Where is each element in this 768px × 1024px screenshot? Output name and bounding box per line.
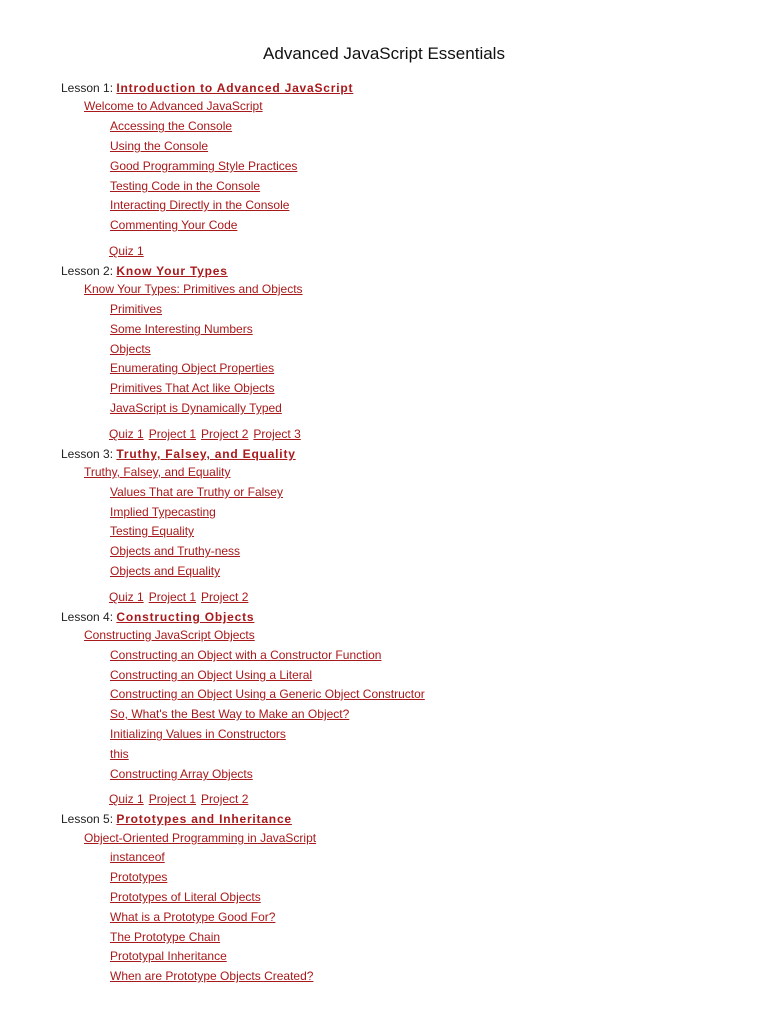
topic-link[interactable]: Values That are Truthy or Falsey — [110, 485, 283, 499]
section-link[interactable]: Truthy, Falsey, and Equality — [84, 465, 231, 479]
topic-row — [110, 869, 167, 885]
section-row — [84, 627, 255, 643]
assessment-link[interactable]: Quiz 1 — [109, 244, 144, 258]
topic-row — [110, 301, 162, 317]
topic-link[interactable]: Constructing an Object Using a Literal — [110, 668, 313, 682]
topic-link[interactable]: Constructing an Object Using a Generic Object Constructor — [110, 687, 425, 701]
assessment-link[interactable]: Quiz 1 — [109, 427, 144, 441]
topic-row — [110, 484, 283, 500]
topic-row — [110, 321, 253, 337]
topic-link[interactable]: Good Programming Style Practices — [110, 159, 298, 173]
topic-link[interactable]: Primitives — [110, 302, 163, 316]
topic-row — [110, 217, 237, 233]
assessment-link[interactable]: Quiz 1 — [109, 590, 144, 604]
topic-row — [110, 968, 313, 984]
topic-row — [110, 849, 165, 865]
topic-row — [110, 138, 208, 154]
topic-link[interactable]: So, What's the Best Way to Make an Object? — [110, 707, 350, 721]
topic-row — [110, 726, 286, 742]
topic-link[interactable]: Objects and Truthy-ness — [110, 544, 241, 558]
topic-link[interactable]: Initializing Values in Constructors — [110, 727, 286, 741]
topic-link[interactable]: The Prototype Chain — [110, 930, 221, 944]
topic-link[interactable]: Accessing the Console — [110, 119, 233, 133]
section-row — [84, 281, 303, 297]
topic-link[interactable]: Prototypes — [110, 870, 168, 884]
topic-row — [110, 909, 275, 925]
topic-row — [110, 523, 194, 539]
assessment-row — [109, 243, 149, 259]
topic-row — [110, 543, 240, 559]
lesson-number: Lesson 3: — [61, 447, 114, 461]
topic-row — [110, 929, 220, 945]
topic-row — [110, 178, 260, 194]
topic-link[interactable]: What is a Prototype Good For? — [110, 910, 276, 924]
assessment-link[interactable]: Project 3 — [253, 427, 301, 441]
topic-link[interactable]: Testing Equality — [110, 524, 195, 538]
lesson-title-link[interactable]: Constructing Objects — [116, 610, 255, 624]
section-row — [84, 830, 316, 846]
lesson-title-link[interactable]: Truthy, Falsey, and Equality — [116, 447, 296, 461]
topic-row — [110, 667, 312, 683]
topic-row — [110, 197, 289, 213]
topic-link[interactable]: Commenting Your Code — [110, 218, 238, 232]
topic-link[interactable]: Objects — [110, 342, 151, 356]
assessment-row — [109, 791, 253, 807]
topic-row — [110, 400, 282, 416]
topic-link[interactable]: Constructing Array Objects — [110, 767, 253, 781]
topic-row — [110, 889, 261, 905]
assessment-link[interactable]: Project 1 — [148, 792, 197, 806]
topic-row — [110, 341, 151, 357]
assessment-link[interactable]: Project 1 — [148, 427, 197, 441]
topic-link[interactable]: Prototypes of Literal Objects — [110, 890, 261, 904]
section-row — [84, 98, 263, 114]
lesson-heading — [61, 609, 254, 625]
lesson-heading — [61, 80, 353, 96]
lesson-number: Lesson 2: — [61, 264, 114, 278]
topic-link[interactable]: Interacting Directly in the Console — [110, 198, 290, 212]
topic-link[interactable]: JavaScript is Dynamically Typed — [110, 401, 282, 415]
section-link[interactable]: Object-Oriented Programming in JavaScript — [84, 831, 317, 845]
lesson-number: Lesson 1: — [61, 81, 114, 95]
topic-link[interactable]: Constructing an Object with a Constructor Function — [110, 648, 382, 662]
assessment-link[interactable]: Project 2 — [201, 590, 249, 604]
topic-row — [110, 158, 297, 174]
assessment-link[interactable]: Project 2 — [201, 427, 249, 441]
topic-row — [110, 563, 220, 579]
topic-link[interactable]: Some Interesting Numbers — [110, 322, 253, 336]
topic-link[interactable]: When are Prototype Objects Created? — [110, 969, 314, 983]
topic-row — [110, 118, 232, 134]
topic-link[interactable]: this — [110, 747, 129, 761]
section-link[interactable]: Welcome to Advanced JavaScript — [84, 99, 263, 113]
lesson-number: Lesson 5: — [61, 812, 114, 826]
topic-link[interactable]: Testing Code in the Console — [110, 179, 261, 193]
topic-row — [110, 686, 425, 702]
topic-row — [110, 504, 216, 520]
topic-link[interactable]: Primitives That Act like Objects — [110, 381, 275, 395]
assessment-link[interactable]: Project 2 — [201, 792, 249, 806]
topic-row — [110, 706, 349, 722]
topic-link[interactable]: Objects and Equality — [110, 564, 221, 578]
lesson-title-link[interactable]: Prototypes and Inheritance — [116, 812, 292, 826]
lesson-heading — [61, 263, 228, 279]
topic-link[interactable]: Implied Typecasting — [110, 505, 216, 519]
topic-row — [110, 647, 381, 663]
section-link[interactable]: Constructing JavaScript Objects — [84, 628, 255, 642]
topic-link[interactable]: Enumerating Object Properties — [110, 361, 275, 375]
topic-link[interactable]: Using the Console — [110, 139, 209, 153]
topic-link[interactable]: instanceof — [110, 850, 165, 864]
assessment-row — [109, 426, 306, 442]
section-row — [84, 464, 231, 480]
section-link[interactable]: Know Your Types: Primitives and Objects — [84, 282, 303, 296]
assessment-row — [109, 589, 253, 605]
topic-row — [110, 360, 274, 376]
assessment-link[interactable]: Quiz 1 — [109, 792, 144, 806]
lesson-number: Lesson 4: — [61, 610, 114, 624]
topic-row — [110, 766, 253, 782]
lesson-heading — [61, 446, 296, 462]
topic-link[interactable]: Prototypal Inheritance — [110, 949, 227, 963]
topic-row — [110, 746, 129, 762]
topic-row — [110, 948, 227, 964]
topic-row — [110, 380, 275, 396]
page-title: Advanced JavaScript Essentials — [263, 44, 505, 63]
lesson-title-link[interactable]: Know Your Types — [116, 264, 228, 278]
assessment-link[interactable]: Project 1 — [148, 590, 197, 604]
lesson-heading — [61, 811, 292, 827]
lesson-title-link[interactable]: Introduction to Advanced JavaScript — [116, 81, 354, 95]
